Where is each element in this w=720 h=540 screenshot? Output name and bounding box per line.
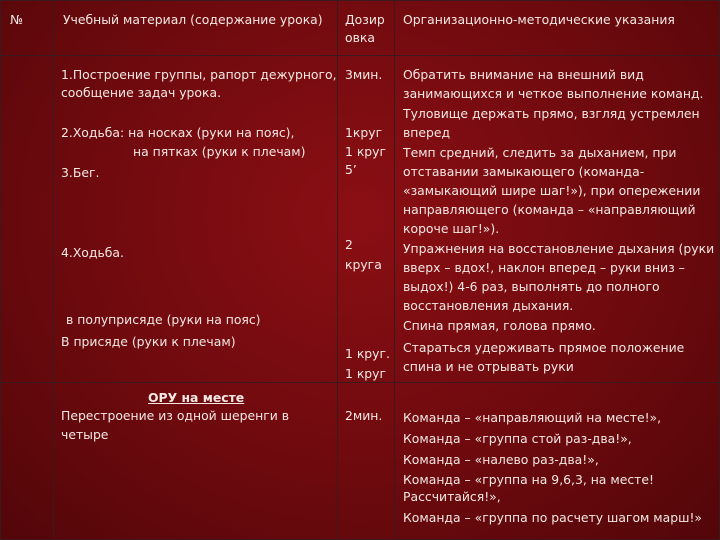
col-divider bbox=[394, 0, 395, 540]
note-line: Туловище держать прямо, взгляд устремлен bbox=[403, 106, 700, 121]
item6-dose: 1 круг bbox=[345, 366, 387, 381]
note-line: Спина прямая, голова прямо. bbox=[403, 318, 596, 333]
header-notes: Организационно-методические указания bbox=[403, 12, 675, 27]
item1-line2: сообщение задач урока. bbox=[61, 85, 222, 100]
item4-dose1: 2 bbox=[345, 237, 353, 252]
col-divider bbox=[0, 0, 1, 540]
item2-dose1: 1круг bbox=[345, 125, 383, 140]
note-line: восстановления дыхания. bbox=[403, 298, 574, 313]
command-line: Команда – «налево раз-два!», bbox=[403, 452, 599, 467]
item3: 3.Бег. bbox=[61, 165, 100, 180]
item1-line1: 1.Построение группы, рапорт дежурного, bbox=[61, 67, 337, 82]
item2-line2: на пятках (руки к плечам) bbox=[133, 144, 306, 159]
item1-dose: 3мин. bbox=[345, 67, 383, 82]
item2-line1: 2.Ходьба: на носках (руки на пояс), bbox=[61, 125, 295, 140]
section2-title: ОРУ на месте bbox=[148, 390, 245, 405]
note-line: Темп средний, следить за дыханием, при bbox=[403, 145, 677, 160]
note-line: вверх – вдох!, наклон вперед – руки вниз – bbox=[403, 260, 685, 275]
item4: 4.Ходьба. bbox=[61, 245, 124, 260]
note-line: Упражнения на восстановление дыхания (руки bbox=[403, 241, 715, 256]
item5-dose: 1 круг. bbox=[345, 346, 390, 361]
section2-dose: 2мин. bbox=[345, 408, 383, 423]
note-line: отставании замыкающего (команда- bbox=[403, 164, 645, 179]
item5: в полуприсяде (руки на пояс) bbox=[66, 312, 261, 327]
section2-line1: Перестроение из одной шеренги в bbox=[61, 408, 289, 423]
item4-dose2: круга bbox=[345, 257, 382, 272]
command-line: Команда – «группа по расчету шагом марш!» bbox=[403, 510, 702, 525]
note-line: занимающихся и четкое выполнение команд. bbox=[403, 86, 704, 101]
note-line: спина и не отрывать руки bbox=[403, 359, 574, 374]
item3-dose: 5’ bbox=[345, 162, 357, 177]
section2-line2: четыре bbox=[61, 427, 109, 442]
note-line: Стараться удерживать прямое положение bbox=[403, 340, 685, 355]
header-num: № bbox=[10, 12, 23, 27]
note-line: выдох!) 4-6 раз, выполнять до полного bbox=[403, 279, 660, 294]
header-dose-line1: Дозир bbox=[345, 12, 385, 27]
command-line: Команда – «группа стой раз-два!», bbox=[403, 431, 632, 446]
command-line: Рассчитайся!», bbox=[403, 489, 501, 504]
col-divider bbox=[53, 0, 54, 540]
item6: В присяде (руки к плечам) bbox=[61, 334, 236, 349]
item2-dose2: 1 круг bbox=[345, 144, 387, 159]
command-line: Команда – «направляющий на месте!», bbox=[403, 410, 662, 425]
col-divider bbox=[337, 0, 338, 540]
row-divider bbox=[0, 0, 720, 1]
note-line: короче шаг!»). bbox=[403, 221, 500, 236]
header-dose-line2: овка bbox=[345, 30, 375, 45]
header-material: Учебный материал (содержание урока) bbox=[63, 12, 323, 27]
note-line: Обратить внимание на внешний вид bbox=[403, 67, 644, 82]
note-line: направляющего (команда – «направляющий bbox=[403, 202, 696, 217]
command-line: Команда – «группа на 9,6,3, на месте! bbox=[403, 472, 654, 487]
note-line: «замыкающий шире шаг!»), при опережении bbox=[403, 183, 701, 198]
note-line: вперед bbox=[403, 125, 451, 140]
row-divider bbox=[0, 55, 720, 56]
